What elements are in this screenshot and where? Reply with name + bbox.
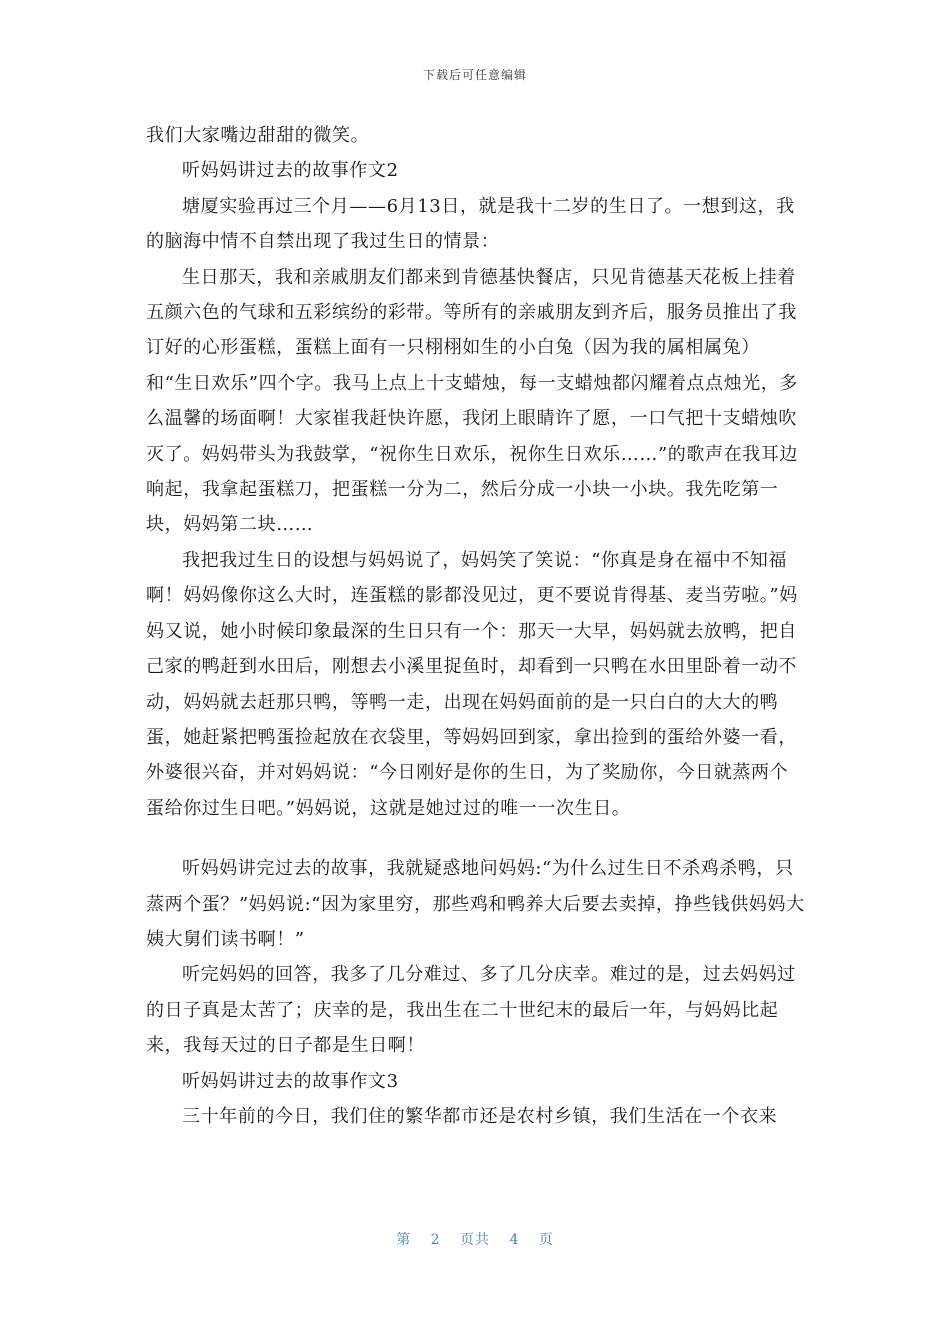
paragraph: 听完妈妈的回答，我多了几分难过、多了几分庆幸。难过的是，过去妈妈过的日子真是太苦了；庆幸的是，我出生在二十世纪末的最后一年，与妈妈比起来，我每天过的日子都是生日啊！ [146, 964, 796, 1057]
page-number-footer: 第 2 页共 4 页 [396, 1232, 554, 1248]
paragraph-gap [146, 826, 806, 851]
section-title: 听妈妈讲过去的故事作文2 [182, 160, 399, 182]
paragraph: 塘厦实验再过三个月——6月13日，就是我十二岁的生日了。一想到这，我的脑海中情不自禁出现了我过生日的情景： [146, 195, 795, 253]
section-title: 听妈妈讲过去的故事作文3 [182, 1070, 399, 1092]
paragraph: 听妈妈讲完过去的故事，我就疑惑地问妈妈:“为什么过生日不杀鸡杀鸭，只蒸两个蛋？”妈妈说:“因为家里穷，那些鸡和鸭养大后要去卖掉，挣些钱供妈妈大姨大舅们读书啊！” [146, 858, 805, 950]
paragraph: 生日那天，我和亲戚朋友们都来到肯德基快餐店，只见肯德基天花板上挂着五颜六色的气球和五彩缤纷的彩带。等所有的亲戚朋友到齐后，服务员推出了我订好的心形蛋糕，蛋糕上面有一只栩栩如生的小白兔（因为我的属相属兔）和“生日欢乐”四个字。我马上点上十支蜡烛，每一支蜡烛都闪耀着点点烛光，多么温馨的场面啊！大家崔我赶快许愿，我闭上眼睛许了愿，一口气把十支蜡烛吹灭了。妈妈带头为我鼓掌，“祝你生日欢乐，祝你生日欢乐……”的歌声在我耳边响起，我拿起蛋糕刀，把蛋糕一分为二，然后分成一小块一小块。我先吃第一块，妈妈第二块…… [146, 266, 799, 536]
paragraph: 我们大家嘴边甜甜的微笑。 [146, 125, 370, 146]
paragraph: 三十年前的今日，我们住的繁华都市还是农村乡镇，我们生活在一个衣来 [182, 1105, 778, 1127]
page-header: 下载后可任意编辑 [422, 68, 527, 82]
paragraph: 我把我过生日的设想与妈妈说了，妈妈笑了笑说：“你真是身在福中不知福啊！妈妈像你这么大时，连蛋糕的影都没见过，更不要说肯得基、麦当劳啦。”妈妈又说，她小时候印象最深的生日只有一个：那天一大早，妈妈就去放鸭，把自己家的鸭赶到水田后，刚想去小溪里捉鱼时，却看到一只鸭在水田里卧着一动不动，妈妈就去赶那只鸭，等鸭一走，出现在妈妈面前的是一只白白的大大的鸭蛋，她赶紧把鸭蛋捡起放在衣袋里，等妈妈回到家，拿出捡到的蛋给外婆一看，外婆很兴奋，并对妈妈说：“今日刚好是你的生日，为了奖励你，今日就蒸两个蛋给你过生日吧。”妈妈说，这就是她过过的唯一一次生日。 [146, 549, 798, 819]
document-body [146, 118, 806, 1134]
